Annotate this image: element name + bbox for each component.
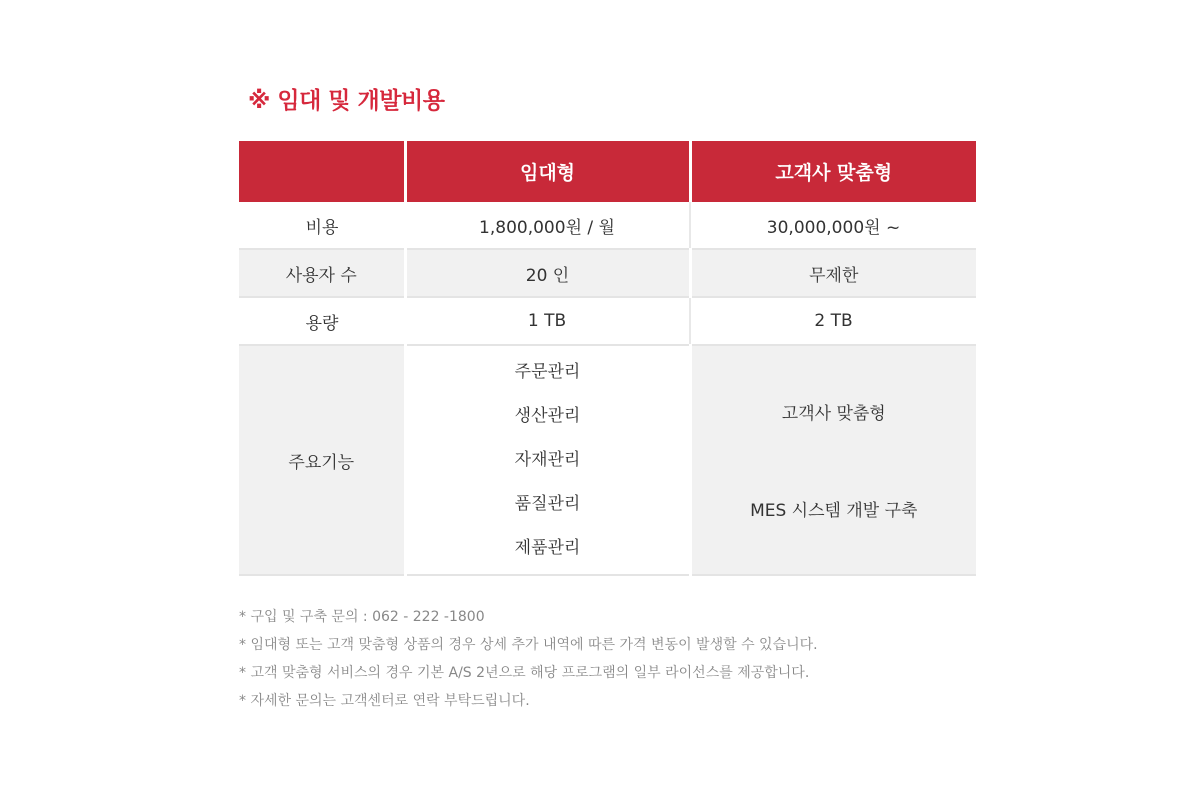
feature-item: 품질관리: [514, 494, 581, 514]
header-rental: 임대형: [405, 141, 690, 202]
note-contact: * 구입 및 구축 문의 : 062 - 222 -1800: [239, 609, 485, 625]
header-custom: 고객사 맞춤형: [690, 141, 976, 202]
table-row-capacity: [239, 297, 976, 345]
row-label-users: 사용자 수: [239, 249, 405, 297]
table-row-cost: [239, 202, 976, 249]
custom-feature-lines: [692, 399, 977, 521]
users-rental: 20 인: [405, 249, 690, 297]
table-row-features: [239, 345, 976, 575]
table-header-row: [239, 141, 976, 202]
feature-item: 주문관리: [514, 362, 581, 382]
cost-custom: 30,000,000원 ~: [690, 202, 976, 249]
row-label-capacity: 용량: [239, 297, 405, 345]
feature-item: 생산관리: [514, 406, 581, 426]
custom-feature-line: MES 시스템 개발 구축: [750, 501, 918, 521]
capacity-rental: 1 TB: [405, 297, 690, 345]
custom-feature-line: 고객사 맞춤형: [781, 404, 886, 424]
row-label-cost: 비용: [239, 202, 405, 249]
notes-section: [239, 606, 818, 718]
capacity-custom: 2 TB: [690, 297, 976, 345]
note-inquiry: * 자세한 문의는 고객센터로 연락 부탁드립니다.: [239, 693, 530, 709]
note-price-change: * 임대형 또는 고객 맞춤형 상품의 경우 상세 추가 내역에 따른 가격 변동이 발생할 수 있습니다.: [239, 637, 818, 653]
section-title: ※ 임대 및 개발비용: [248, 88, 445, 114]
feature-item: 자재관리: [514, 450, 581, 470]
header-empty-cell: [239, 141, 405, 202]
note-license: * 고객 맞춤형 서비스의 경우 기본 A/S 2년으로 해당 프로그램의 일부 라이선스를 제공합니다.: [239, 665, 810, 681]
rental-feature-list: [407, 350, 689, 570]
features-rental: [405, 345, 690, 575]
users-custom: 무제한: [690, 249, 976, 297]
cost-rental: 1,800,000원 / 월: [405, 202, 690, 249]
row-label-features: 주요기능: [239, 345, 405, 575]
feature-item: 제품관리: [514, 538, 581, 558]
features-custom: [690, 345, 976, 575]
table-row-users: [239, 249, 976, 297]
pricing-table: [239, 141, 976, 576]
